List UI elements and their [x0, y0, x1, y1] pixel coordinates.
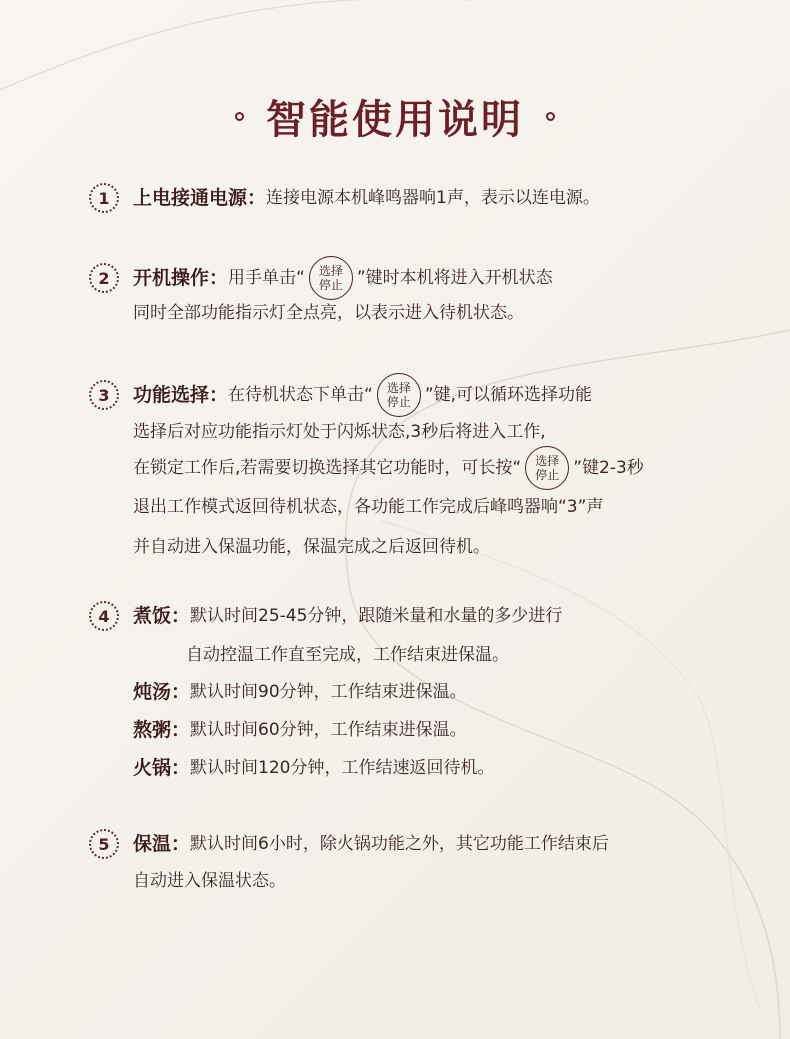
mode-soup-heading: 炖汤： [133, 681, 191, 703]
step-number-2: 2 [89, 263, 119, 293]
mode-rice-heading: 煮饭： [133, 605, 191, 627]
step-number-3: 3 [89, 380, 119, 410]
section-3-heading: 功能选择： [133, 384, 229, 406]
section-2-line-2: 同时全部功能指示灯全点亮，以表示进入待机状态。 [133, 303, 524, 323]
section-1-text: 连接电源本机峰鸣器响1声，表示以连电源。 [266, 188, 600, 208]
key-label-top: 选择 [535, 454, 560, 468]
mode-hotpot-line [133, 753, 494, 783]
section-2-post: ”键时本机将进入开机状态 [356, 268, 553, 288]
mode-hotpot-heading: 火锅： [133, 757, 191, 779]
select-stop-key-icon [525, 446, 569, 490]
section-3-line-3-pre: 在锁定工作后,若需要切换选择其它功能时，可长按“ [133, 458, 522, 478]
section-5-line-1 [133, 829, 609, 859]
select-stop-key-icon [309, 256, 353, 300]
title-dot-left [235, 112, 244, 121]
mode-soup-text: 默认时间90分钟，工作结束进保温。 [190, 682, 467, 702]
section-3-line-3 [133, 453, 644, 483]
section-5-line-2: 自动进入保温状态。 [133, 871, 286, 891]
mode-porridge-line [133, 715, 467, 745]
step-number-1: 1 [89, 183, 119, 213]
key-label-bottom: 停止 [386, 395, 411, 409]
section-2-pre: 用手单击“ [228, 268, 305, 288]
section-3-line-2: 选择后对应功能指示灯处于闪烁状态,3秒后将进入工作, [133, 422, 546, 442]
section-5-text: 默认时间6小时，除火锅功能之外，其它功能工作结束后 [190, 834, 609, 854]
select-stop-key-icon [377, 373, 421, 417]
section-1-line [133, 183, 600, 213]
step-number-4: 4 [89, 601, 119, 631]
key-label-bottom: 停止 [535, 468, 560, 482]
key-label-bottom: 停止 [318, 278, 343, 292]
section-1-heading: 上电接通电源： [133, 187, 267, 209]
key-label-top: 选择 [386, 381, 411, 395]
mode-porridge-heading: 熬粥： [133, 719, 191, 741]
mode-hotpot-text: 默认时间120分钟，工作结速返回待机。 [190, 758, 495, 778]
mode-rice-continuation: 自动控温工作直至完成，工作结束进保温。 [186, 645, 509, 665]
page-title: 智能使用说明 [266, 96, 524, 143]
section-3-line-4: 退出工作模式返回待机状态，各功能工作完成后峰鸣器响“3”声 [133, 497, 604, 517]
mode-rice-line [133, 601, 562, 631]
section-3-line-3-post: ”键2-3秒 [573, 458, 644, 478]
section-2-line-1 [133, 263, 553, 293]
key-label-top: 选择 [318, 264, 343, 278]
section-5-heading: 保温： [133, 833, 191, 855]
title-dot-right [546, 112, 555, 121]
mode-rice-text: 默认时间25-45分钟，跟随米量和水量的多少进行 [190, 606, 563, 626]
section-3-line-5: 并自动进入保温功能，保温完成之后返回待机。 [133, 537, 490, 557]
section-3-line-1 [133, 380, 592, 410]
section-3-post: ”键,可以循环选择功能 [424, 385, 593, 405]
mode-porridge-text: 默认时间60分钟，工作结束进保温。 [190, 720, 467, 740]
section-2-heading: 开机操作： [133, 267, 229, 289]
step-number-5: 5 [89, 829, 119, 859]
section-3-pre: 在待机状态下单击“ [228, 385, 373, 405]
mode-soup-line [133, 677, 467, 707]
page-header [0, 86, 790, 146]
